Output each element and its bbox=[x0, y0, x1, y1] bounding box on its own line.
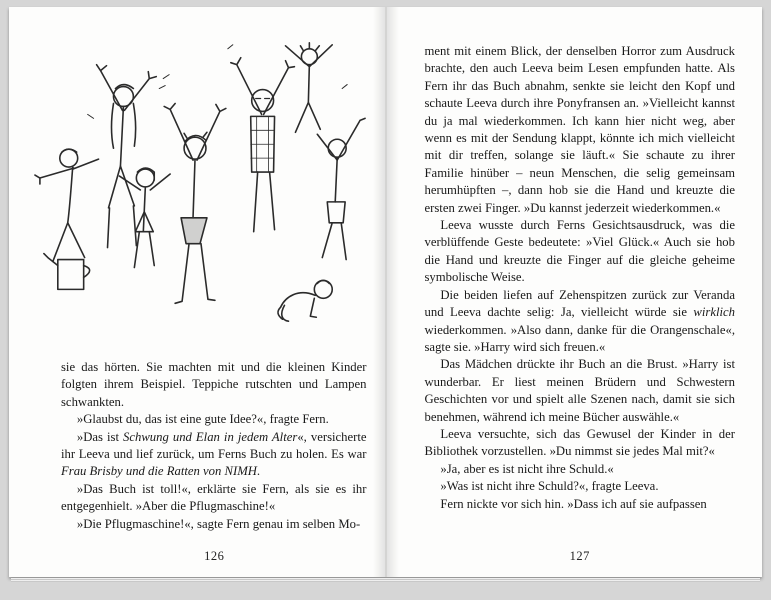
figure-father bbox=[231, 58, 295, 232]
page-right bbox=[386, 7, 763, 577]
figure-boy-top bbox=[285, 43, 332, 132]
paragraph: Das Mädchen drückte ihr Buch an die Brust. »Harry ist wunderbar. Er liest meinen Brüdern und Schwestern Geschichten vor und spielt alle Szenen nach, damit sie sich benehmen, während ich meine Bücher auswähle.« bbox=[424, 357, 735, 424]
paragraph: »Die Pflugmaschine!«, sagte Fern genau im selben Mo- bbox=[76, 516, 361, 531]
figure-baby bbox=[278, 280, 332, 321]
paragraph: Leeva versuchte, sich das Gewusel der Kinder in der Bibliothek vorzustellen. »Du nimmst sie jedes Mal mit?« bbox=[424, 426, 735, 459]
paragraph: »Ja, aber es ist nicht ihre Schuld.« bbox=[440, 461, 614, 476]
page-number-right: 127 bbox=[569, 549, 590, 563]
book-spread bbox=[9, 7, 762, 577]
paragraph: Fern nickte vor sich hin. »Dass ich auf sie aufpassen bbox=[440, 496, 707, 511]
paragraph: Die beiden liefen auf Zehenspitzen zurück zur Veranda und Leeva dachte selig: Ja, vielleicht würde sie wirklich wiederkommen. »Also dann, danke für die Orangenschale«, sagte sie. »Harry wird sich freuen.« bbox=[424, 287, 735, 354]
family-dancing-illustration bbox=[23, 9, 373, 357]
figure-kid-left bbox=[35, 149, 99, 261]
paragraph: ment mit einem Blick, der denselben Horror zum Ausdruck brachte, den auch Leeva beim Lesen empfunden hatte. Als Fern ihr das Buch abnahm, senkte sie leicht den Kopf und schaute Leeva durch ihre Ponyfransen an. »Vielleicht kannst du ja mal wiederkommen. Ich kann hier nicht weg, aber wenn es mit der Sendung klappt, könnte ich mich vielleicht mit dir treffen, solange sie läuft.« Sie schaute zu ihrer Familie hinüber – neun Menschen, die selig gemeinsam herumhüpften –, dann hob sie die Hand und kreuzte die ersten zwei Finger. »Du kannst jederzeit wiederkommen.« bbox=[424, 44, 735, 215]
paragraph: »Was ist nicht ihre Schuld?«, fragte Leeva. bbox=[440, 479, 659, 494]
paragraph: »Das ist Schwung und Elan in jedem Alter«, versicherte ihr Leeva und lief zurück, um Ferns Buch zu holen. Es war Frau Brisby und die Ratten von NIMH. bbox=[61, 429, 367, 479]
watering-can bbox=[44, 254, 90, 290]
page-left bbox=[9, 7, 386, 577]
paragraph: »Das Buch ist toll!«, erklärte sie Fern, als sie es ihr entgegenhielt. »Aber die Pflugmaschine!« bbox=[61, 481, 367, 514]
illustration-svg bbox=[23, 9, 373, 357]
left-page-text bbox=[61, 359, 367, 533]
page-number-left: 126 bbox=[204, 549, 225, 563]
paragraph: Leeva wusste durch Ferns Gesichtsausdruck, was die verblüffende Geste bedeutete: »Viel Glück.« Auch sie hob die Hand und kreuzte die Finger auf die gleiche geheime symbolische Weise. bbox=[424, 218, 735, 285]
figure-boy-right bbox=[317, 118, 365, 259]
figure-girl-main bbox=[164, 103, 226, 303]
paragraph: »Glaubst du, das ist eine gute Idee?«, fragte Fern. bbox=[76, 412, 329, 427]
paragraph: sie das hörten. Sie machten mit und die kleinen Kinder folgten ihrem Beispiel. Teppiche rutschten und Lampen schwankten. bbox=[61, 360, 367, 409]
right-page-text bbox=[425, 43, 736, 513]
